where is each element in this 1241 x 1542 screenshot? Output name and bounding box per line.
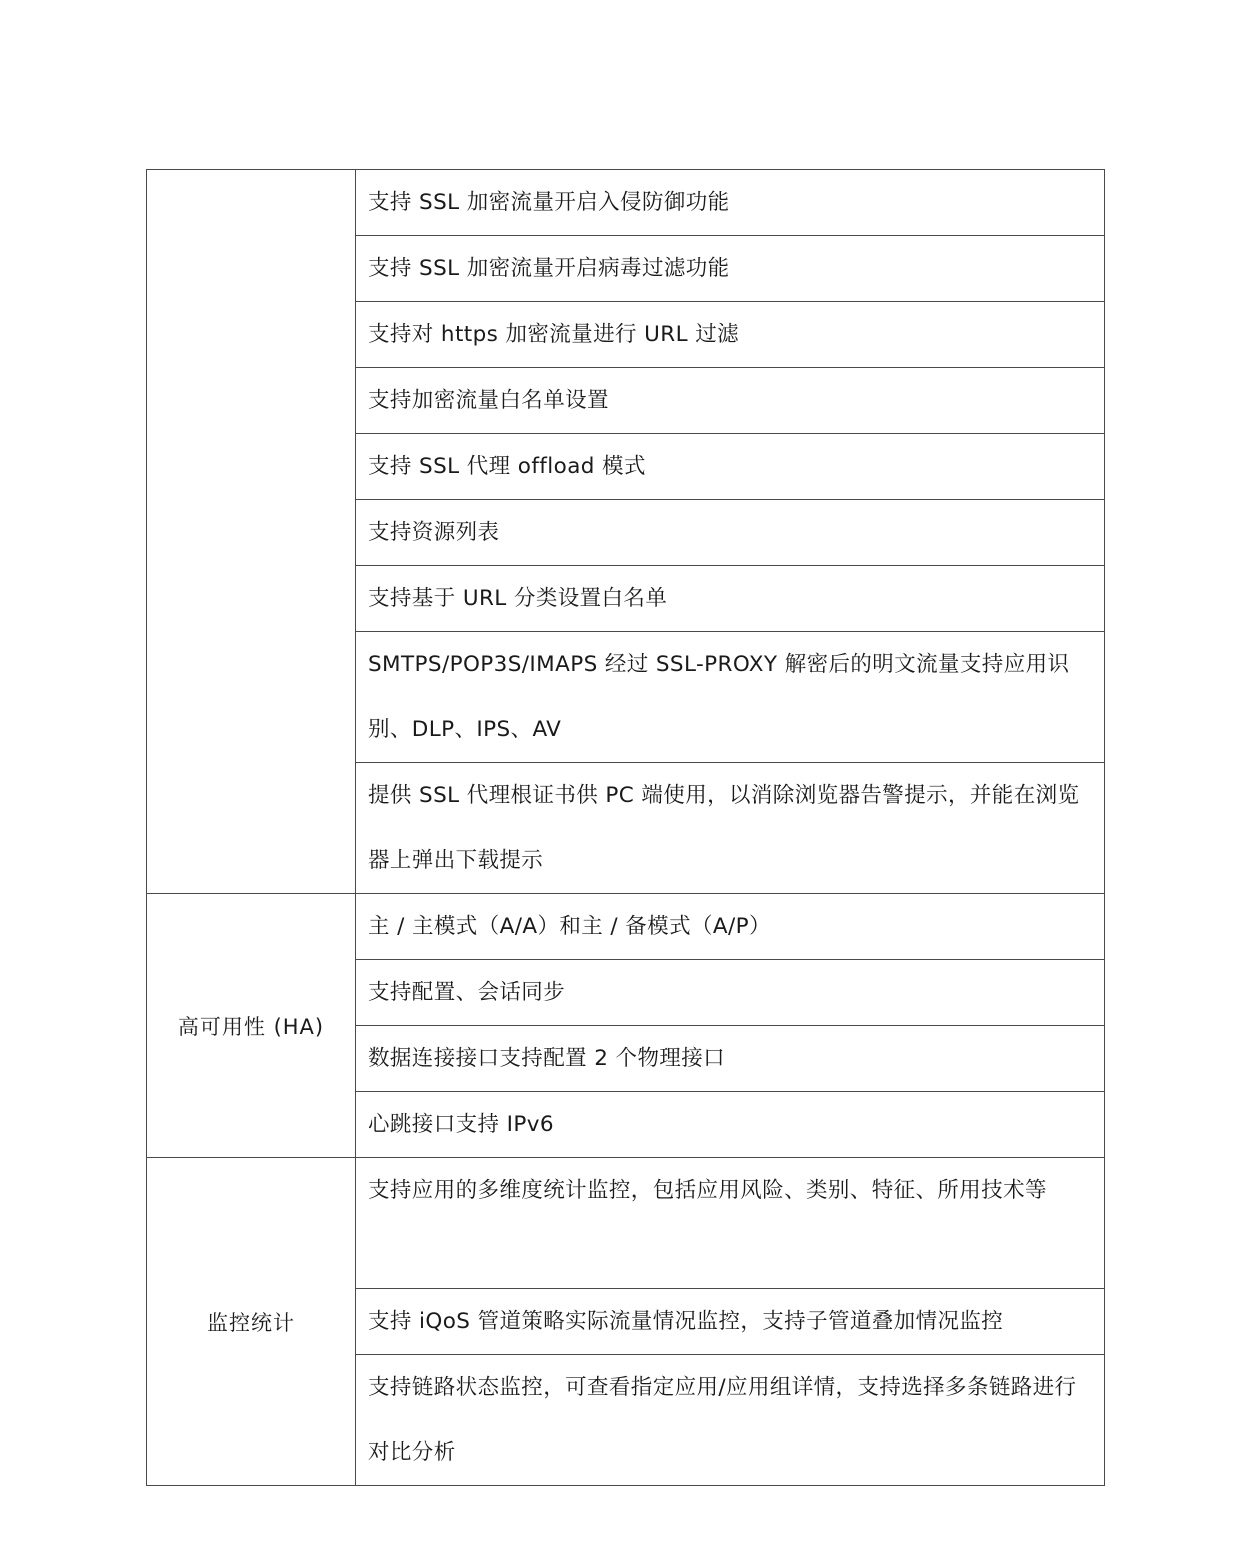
feature-text: 心跳接口支持 IPv6 bbox=[368, 1112, 554, 1137]
feature-item bbox=[356, 1289, 1105, 1355]
feature-text: 支持应用的多维度统计监控，包括应用风险、类别、特征、所用技术等 bbox=[368, 1178, 1047, 1203]
category-cell-ssl bbox=[147, 170, 356, 894]
feature-text: 数据连接接口支持配置 2 个物理接口 bbox=[368, 1046, 726, 1071]
category-cell-ha bbox=[147, 894, 356, 1158]
feature-text: 支持配置、会话同步 bbox=[368, 980, 566, 1005]
feature-item bbox=[356, 1026, 1105, 1092]
feature-item bbox=[356, 434, 1105, 500]
table-row bbox=[147, 170, 1105, 236]
feature-text: SMTPS/POP3S/IMAPS 经过 SSL-PROXY 解密后的明文流量支持应用识别、DLP、IPS、AV bbox=[368, 652, 1070, 742]
feature-spec-table bbox=[146, 169, 1105, 1486]
feature-item bbox=[356, 1092, 1105, 1158]
feature-text: 支持链路状态监控，可查看指定应用/应用组详情，支持选择多条链路进行对比分析 bbox=[368, 1375, 1077, 1465]
feature-item bbox=[356, 960, 1105, 1026]
feature-item bbox=[356, 566, 1105, 632]
feature-text: 支持 SSL 代理 offload 模式 bbox=[368, 454, 646, 479]
feature-text: 支持对 https 加密流量进行 URL 过滤 bbox=[368, 322, 740, 347]
table-row bbox=[147, 1158, 1105, 1289]
feature-text: 支持 SSL 加密流量开启病毒过滤功能 bbox=[368, 256, 730, 281]
feature-text: 主 / 主模式（A/A）和主 / 备模式（A/P） bbox=[368, 914, 771, 939]
feature-text: 支持 iQoS 管道策略实际流量情况监控，支持子管道叠加情况监控 bbox=[368, 1309, 1004, 1334]
feature-text: 支持资源列表 bbox=[368, 520, 500, 545]
feature-item bbox=[356, 1158, 1105, 1289]
category-cell-monitoring bbox=[147, 1158, 356, 1486]
table-row bbox=[147, 894, 1105, 960]
feature-item bbox=[356, 236, 1105, 302]
feature-item bbox=[356, 632, 1105, 763]
feature-text: 支持 SSL 加密流量开启入侵防御功能 bbox=[368, 190, 730, 215]
feature-item bbox=[356, 500, 1105, 566]
feature-text: 支持加密流量白名单设置 bbox=[368, 388, 609, 413]
category-label: 监控统计 bbox=[207, 1310, 295, 1335]
feature-item bbox=[356, 763, 1105, 894]
feature-item bbox=[356, 170, 1105, 236]
feature-item bbox=[356, 894, 1105, 960]
category-label: 高可用性 (HA) bbox=[177, 1014, 325, 1039]
feature-item bbox=[356, 1355, 1105, 1486]
feature-text: 支持基于 URL 分类设置白名单 bbox=[368, 586, 668, 611]
feature-item bbox=[356, 302, 1105, 368]
feature-text: 提供 SSL 代理根证书供 PC 端使用，以消除浏览器告警提示，并能在浏览器上弹出下载提示 bbox=[368, 783, 1080, 873]
feature-item bbox=[356, 368, 1105, 434]
